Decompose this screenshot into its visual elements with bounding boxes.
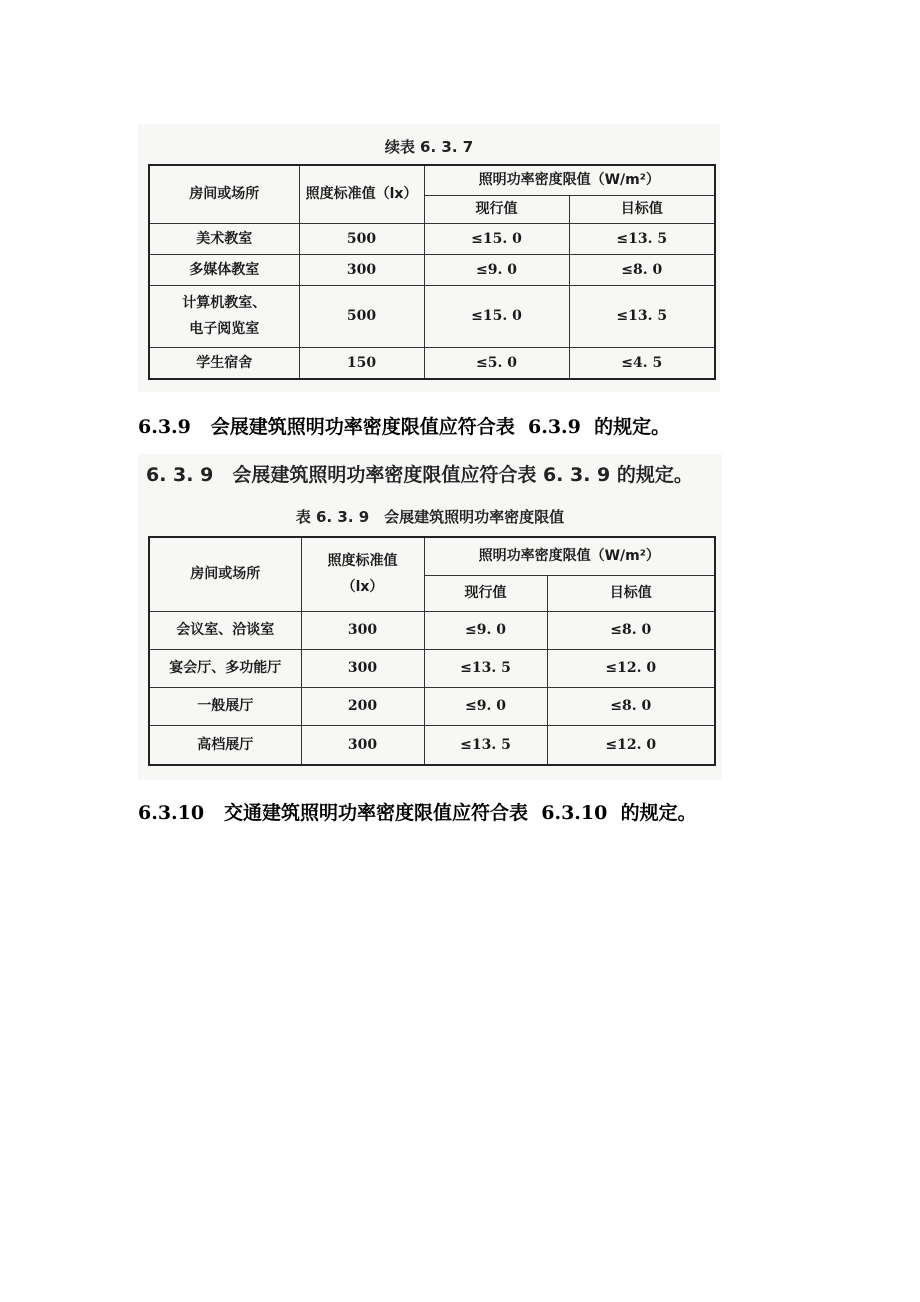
header-illuminance xyxy=(301,537,424,611)
table-row xyxy=(149,285,715,347)
header-current: 现行值 xyxy=(424,575,547,611)
lpd-table-education xyxy=(148,164,716,380)
header-illuminance: 照度标准值（lx） xyxy=(299,165,424,223)
header-lpd: 照明功率密度限值（W/m²） xyxy=(424,165,715,195)
cell-room: 学生宿舍 xyxy=(149,347,299,379)
header-illuminance-line-2: （lx） xyxy=(341,579,384,596)
cell-room: 高档展厅 xyxy=(149,725,301,765)
table-caption: 表 6. 3. 9 会展建筑照明功率密度限值 xyxy=(295,508,565,526)
lpd-table-exhibition xyxy=(148,536,716,766)
cell-current: ≤13. 5 xyxy=(424,725,547,765)
cell-lux: 300 xyxy=(301,725,424,765)
cell-current: ≤9. 0 xyxy=(424,254,569,285)
clause-tail: 的规定。 xyxy=(620,802,697,824)
cell-lux: 300 xyxy=(299,254,424,285)
clause-text: 会展建筑照明功率密度限值应符合表 xyxy=(210,416,515,438)
header-target: 目标值 xyxy=(569,195,715,223)
scan-clause-heading: 6. 3. 9 会展建筑照明功率密度限值应符合表 6. 3. 9 的规定。 xyxy=(146,464,693,486)
clause-table-ref: 6.3.10 xyxy=(541,802,608,824)
cell-lux: 300 xyxy=(301,649,424,687)
table-row xyxy=(149,347,715,379)
table-row xyxy=(149,223,715,254)
header-room: 房间或场所 xyxy=(149,165,299,223)
table-row xyxy=(149,611,715,649)
header-current: 现行值 xyxy=(424,195,569,223)
cell-target: ≤8. 0 xyxy=(569,254,715,285)
cell-target: ≤12. 0 xyxy=(547,725,715,765)
clause-table-ref: 6.3.9 xyxy=(528,416,581,438)
cell-current: ≤15. 0 xyxy=(424,223,569,254)
cell-lux: 500 xyxy=(299,285,424,347)
cell-target: ≤4. 5 xyxy=(569,347,715,379)
header-target: 目标值 xyxy=(547,575,715,611)
cell-target: ≤8. 0 xyxy=(547,611,715,649)
paragraph-6-3-9 xyxy=(138,412,670,439)
table-caption: 续表 6. 3. 7 xyxy=(384,138,474,156)
header-room: 房间或场所 xyxy=(149,537,301,611)
cell-target: ≤13. 5 xyxy=(569,223,715,254)
cell-room: 宴会厅、多功能厅 xyxy=(149,649,301,687)
table-row xyxy=(149,725,715,765)
header-illuminance-line-1: 照度标准值 xyxy=(327,553,398,570)
cell-current: ≤5. 0 xyxy=(424,347,569,379)
table-row xyxy=(149,687,715,725)
cell-room xyxy=(149,285,299,347)
clause-text: 交通建筑照明功率密度限值应符合表 xyxy=(223,802,528,824)
scan-image-table-6-3-7 xyxy=(138,124,720,392)
cell-current: ≤13. 5 xyxy=(424,649,547,687)
cell-target: ≤12. 0 xyxy=(547,649,715,687)
cell-room: 会议室、洽谈室 xyxy=(149,611,301,649)
cell-lux: 300 xyxy=(301,611,424,649)
cell-current: ≤9. 0 xyxy=(424,611,547,649)
scan-image-table-6-3-9 xyxy=(138,454,722,780)
cell-current: ≤15. 0 xyxy=(424,285,569,347)
cell-lux: 150 xyxy=(299,347,424,379)
table-row xyxy=(149,649,715,687)
header-lpd: 照明功率密度限值（W/m²） xyxy=(424,537,715,575)
cell-room-line-1: 计算机教室、 xyxy=(182,295,267,311)
paragraph-6-3-10 xyxy=(138,798,697,825)
cell-room-line-2: 电子阅览室 xyxy=(189,321,260,337)
cell-current: ≤9. 0 xyxy=(424,687,547,725)
cell-lux: 200 xyxy=(301,687,424,725)
table-row xyxy=(149,254,715,285)
cell-lux: 500 xyxy=(299,223,424,254)
cell-room: 一般展厅 xyxy=(149,687,301,725)
cell-room: 多媒体教室 xyxy=(149,254,299,285)
cell-room: 美术教室 xyxy=(149,223,299,254)
clause-number: 6.3.9 xyxy=(138,416,191,438)
clause-number: 6.3.10 xyxy=(138,802,205,824)
cell-target: ≤8. 0 xyxy=(547,687,715,725)
clause-tail: 的规定。 xyxy=(594,416,671,438)
cell-target: ≤13. 5 xyxy=(569,285,715,347)
